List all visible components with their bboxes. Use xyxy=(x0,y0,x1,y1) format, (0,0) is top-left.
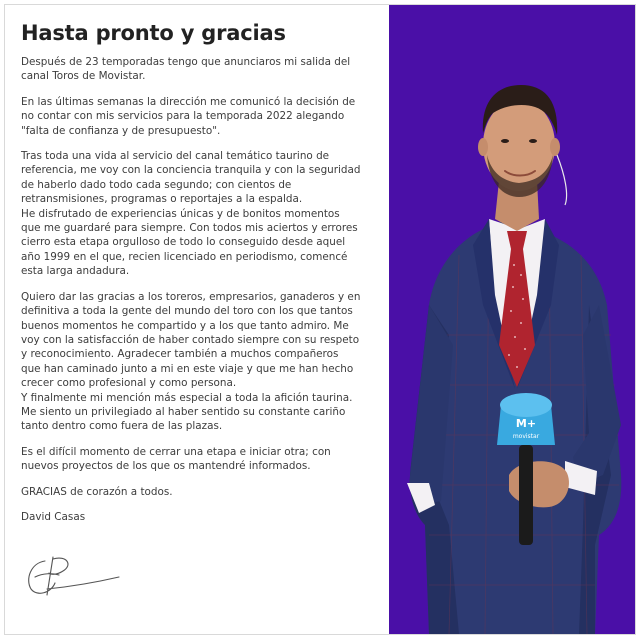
author-name: David Casas xyxy=(21,510,86,523)
paragraph-acknowledgements: Quiero dar las gracias a los toreros, empresarios, ganaderos y en definitiva a toda la gente del mundo del toro con los que tantos buenos momentos he compartido y a los que tanto admiro. Me voy con la satisfacción de haber contado siempre con su respeto y reconocimiento. Agradecer también a muchos compañeros que han caminado junto a mi en este viaje y que me han hecho crecer como profesional y como persona. Y finalmente mi mención más especial a toda la afición taurina. Me siento un privilegiado al haber sentido su constante cariño tanto dentro como fuera de las plazas. xyxy=(21,290,361,433)
paragraph-new-projects: Es el difícil momento de cerrar una etapa e iniciar otra; con nuevos proyectos de los que os mantendré informados. xyxy=(21,445,331,473)
handwritten-signature xyxy=(23,553,133,599)
paragraph-career-reflection: Tras toda una vida al servicio del canal temático taurino de referencia, me voy con la conciencia tranquila y con la seguridad de haberlo dado todo cada segundo; con cientos de retransmisiones, programas o reportajes a la espalda. He disfrutado de experiencias únicas y de bonitos momentos que me guardaré para siempre. Con todos mis aciertos y errores cierro esta etapa orgulloso de todo lo conseguido desde aquel año 1999 en el que, recien licenciado en periodismo, comencé esta larga andadura. xyxy=(21,150,361,278)
letter-text-panel xyxy=(5,5,389,634)
portrait-panel xyxy=(389,5,635,634)
letter-title: Hasta pronto y gracias xyxy=(21,21,286,45)
presenter-portrait xyxy=(389,5,635,634)
letter-card xyxy=(4,4,636,635)
microphone-logo-mark: M+ xyxy=(515,417,537,430)
paragraph-management-decision: En las últimas semanas la dirección me comunicó la decisión de no contar con mis servicios para la temporada 2022 alegando "falta de confianza y de presupuesto". xyxy=(21,95,356,137)
paragraph-farewell-announcement: Después de 23 temporadas tengo que anunciaros mi salida del canal Toros de Movistar. xyxy=(21,56,351,83)
microphone-logo-brand: movistar xyxy=(512,433,540,440)
paragraph-thanks: GRACIAS de corazón a todos. xyxy=(21,485,173,498)
